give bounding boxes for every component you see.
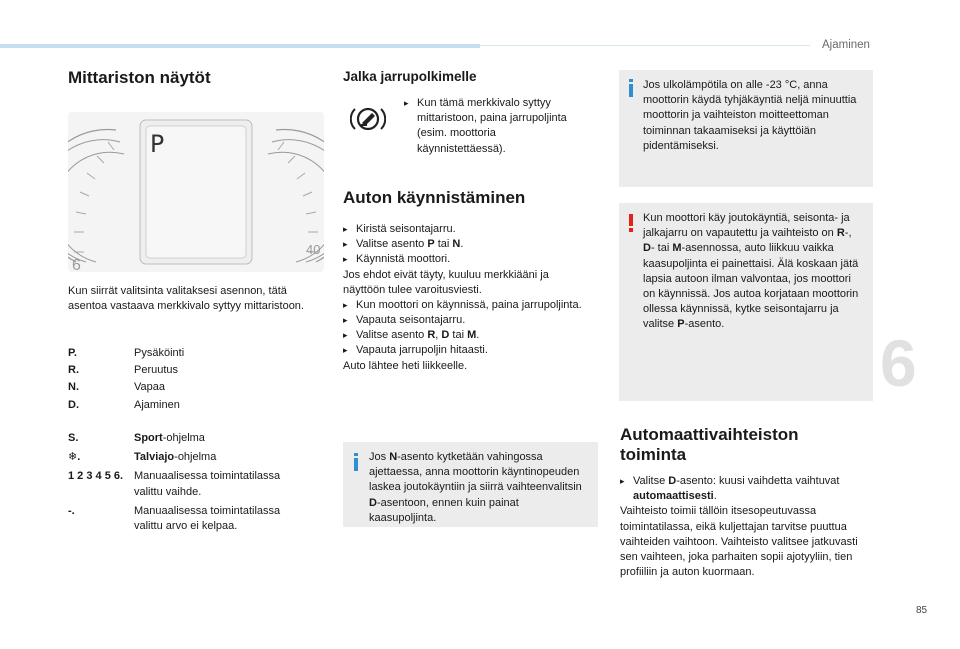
- chapter-title: Ajaminen: [822, 39, 870, 51]
- info-icon: [350, 452, 362, 477]
- mode-row: [68, 504, 304, 534]
- brake-pedal-icon: [350, 104, 386, 139]
- start-steps: [343, 222, 583, 374]
- step-item: [343, 313, 583, 328]
- bullet-arrow-icon: ▸: [343, 254, 348, 265]
- position-key: N.: [68, 381, 79, 394]
- cluster-left-number: 6: [72, 257, 81, 272]
- instrument-cluster-svg: [68, 112, 324, 272]
- step-text: Valitse asento P tai N.: [356, 238, 464, 251]
- bullet-arrow-icon: ▸: [343, 330, 348, 341]
- step-item: [343, 298, 583, 313]
- position-value: Vapaa: [134, 381, 165, 394]
- position-key: R.: [68, 364, 79, 377]
- position-list: [68, 346, 304, 415]
- position-value: Pysäköinti: [134, 347, 185, 359]
- mode-list: [68, 431, 304, 538]
- bold-token: automaattisesti: [633, 490, 714, 503]
- step-text: Vapauta jarrupoljin hitaasti.: [356, 344, 488, 357]
- mode-key: 1 2 3 4 5 6.: [68, 470, 124, 483]
- brake-heading: Jalka jarrupolkimelle: [343, 69, 477, 84]
- position-value: Peruutus: [134, 364, 179, 377]
- bullet-arrow-icon: ▸: [343, 299, 348, 310]
- mode-value: Manuaalisessa toimintatilassa valittu arvo ei kelpaa.: [134, 504, 281, 532]
- position-value: Ajaminen: [134, 398, 180, 411]
- mode-value: Sport-ohjelma: [134, 432, 205, 444]
- bold-token: M: [467, 329, 477, 342]
- bullet-arrow-icon: ▸: [343, 315, 348, 326]
- bold-token: D: [369, 496, 377, 509]
- page-number: 85: [916, 605, 928, 616]
- bold-token: P: [427, 238, 435, 251]
- bold-token: D: [668, 475, 677, 487]
- bold-token: R: [836, 227, 845, 240]
- step-text: Valitse asento R, D tai M.: [356, 329, 480, 342]
- step-text: Kun moottori on käynnissä, paina jarrupoljinta.: [356, 298, 582, 311]
- cluster-display-letter: P: [150, 130, 165, 158]
- start-note: Jos ehdot eivät täyty, kuuluu merkkiääni ja näyttöön tulee varoitusviesti.: [343, 268, 549, 296]
- info-icon: [625, 78, 637, 103]
- step-text: Vapauta seisontajarru.: [356, 314, 466, 327]
- mode-row: [68, 431, 304, 446]
- warning-box: [619, 203, 873, 401]
- chapter-tab: [880, 326, 960, 430]
- bullet-arrow-icon: ▸: [343, 224, 348, 234]
- bold-token: D: [643, 242, 651, 255]
- auto-text: Vaihteisto toimii tällöin itsesopeutuvassa toimintatilassa, eikä kuljettajan tarvitse puuttua vaihteiden vaihtoon. Vaihteisto valitsee jatkuvasti sen vaihteen, joka parhaiten sopii ajotyyliin, tien profiiliin ja auton kuormaan.: [620, 505, 858, 579]
- auto-heading: Automaattivaihteiston toiminta: [620, 425, 799, 465]
- warning-icon: [625, 213, 637, 238]
- step-text: Käynnistä moottori.: [356, 253, 451, 266]
- position-row: [68, 398, 304, 413]
- bullet-arrow-icon: ▸: [620, 476, 625, 486]
- position-row: [68, 363, 304, 378]
- position-key: D.: [68, 398, 79, 411]
- step-item: [343, 252, 583, 267]
- bullet-arrow-icon: ▸: [343, 345, 348, 356]
- position-key: P.: [68, 347, 77, 359]
- bullet-arrow-icon: ▸: [343, 239, 348, 250]
- step-item: [343, 222, 583, 237]
- info-box-neutral: [343, 442, 598, 527]
- cluster-right-number: 40: [306, 242, 321, 257]
- step-item: [343, 343, 583, 358]
- page-title: Mittariston näytöt: [68, 68, 211, 87]
- step-item: [343, 328, 583, 343]
- auto-step: ▸ Valitse D-asento: kuusi vaihdetta vaihtuvat automaattisesti.: [620, 474, 876, 504]
- mode-value: Talviajo-ohjelma: [134, 451, 217, 464]
- brake-instruction: ▸ Kun tämä merkkivalo syttyy mittaristoon, paina jarrupoljinta (esim. moottoria käynnistettäessä).: [404, 96, 584, 157]
- mode-row: [68, 469, 304, 499]
- bold-token: P: [677, 318, 685, 331]
- step-text: Kiristä seisontajarru.: [356, 223, 456, 235]
- mode-value-bold: Sport: [134, 432, 163, 444]
- mode-key: S.: [68, 432, 79, 444]
- instrument-cluster-illustration: [68, 112, 324, 272]
- info-box-cold-text: Jos ulkolämpötila on alle -23 °C, anna moottorin käydä tyhjäkäyntiä neljä minuuttia moottorin ja vaihteiston moitteettoman toiminnan takaamiseksi ja käyttöiän pidentämiseksi.: [643, 79, 857, 152]
- position-row: [68, 346, 304, 361]
- mode-key: ❄.: [68, 451, 81, 464]
- info-box-cold: [619, 70, 873, 187]
- mode-value: Manuaalisessa toimintatilassa valittu vaihde.: [134, 470, 281, 498]
- header-accent-bar: [0, 44, 480, 48]
- warning-box-text: Kun moottori käy joutokäyntiä, seisonta- ja jalkajarru on vapautettu ja vaihteisto on R-, D- tai M-asennossa, auto liikkuu vaikka kaasupoljinta ei painettaisi. Älä koskaan jätä lapsia autoon ilman valvontaa, jos moottori on käynnissä. Jos autoa korjataan moottorin ollessa käynnissä, kytke seisontajarru ja valitse P-asento.: [643, 212, 859, 331]
- mode-row: [68, 450, 304, 465]
- bold-token: R: [427, 329, 436, 342]
- start-heading: Auton käynnistäminen: [343, 188, 526, 207]
- step-item: [343, 237, 583, 252]
- info-box-neutral-text: Jos N-asento kytketään vahingossa ajettaessa, anna moottorin käyntinopeuden laskea joutokäyntiin ja siirrä vaihteenvalitsin D-asentoon, ennen kuin painat kaasupoljinta.: [369, 451, 582, 524]
- mode-key: -.: [68, 504, 75, 517]
- mode-value-bold: Talviajo: [134, 451, 175, 464]
- bold-token: D: [441, 329, 450, 342]
- chapter-number: 6: [880, 326, 917, 400]
- position-row: [68, 380, 304, 395]
- start-outro: Auto lähtee heti liikkeelle.: [343, 359, 468, 372]
- bullet-arrow-icon: ▸: [404, 98, 409, 108]
- bold-token: M: [672, 242, 682, 255]
- auto-section: [620, 474, 876, 580]
- header-rule: [480, 45, 810, 46]
- bold-token: N: [389, 451, 398, 463]
- cluster-intro: Kun siirrät valitsinta valitaksesi asennon, tätä asentoa vastaava merkkivalo syttyy mittaristoon.: [68, 285, 304, 313]
- bold-token: N: [452, 238, 461, 251]
